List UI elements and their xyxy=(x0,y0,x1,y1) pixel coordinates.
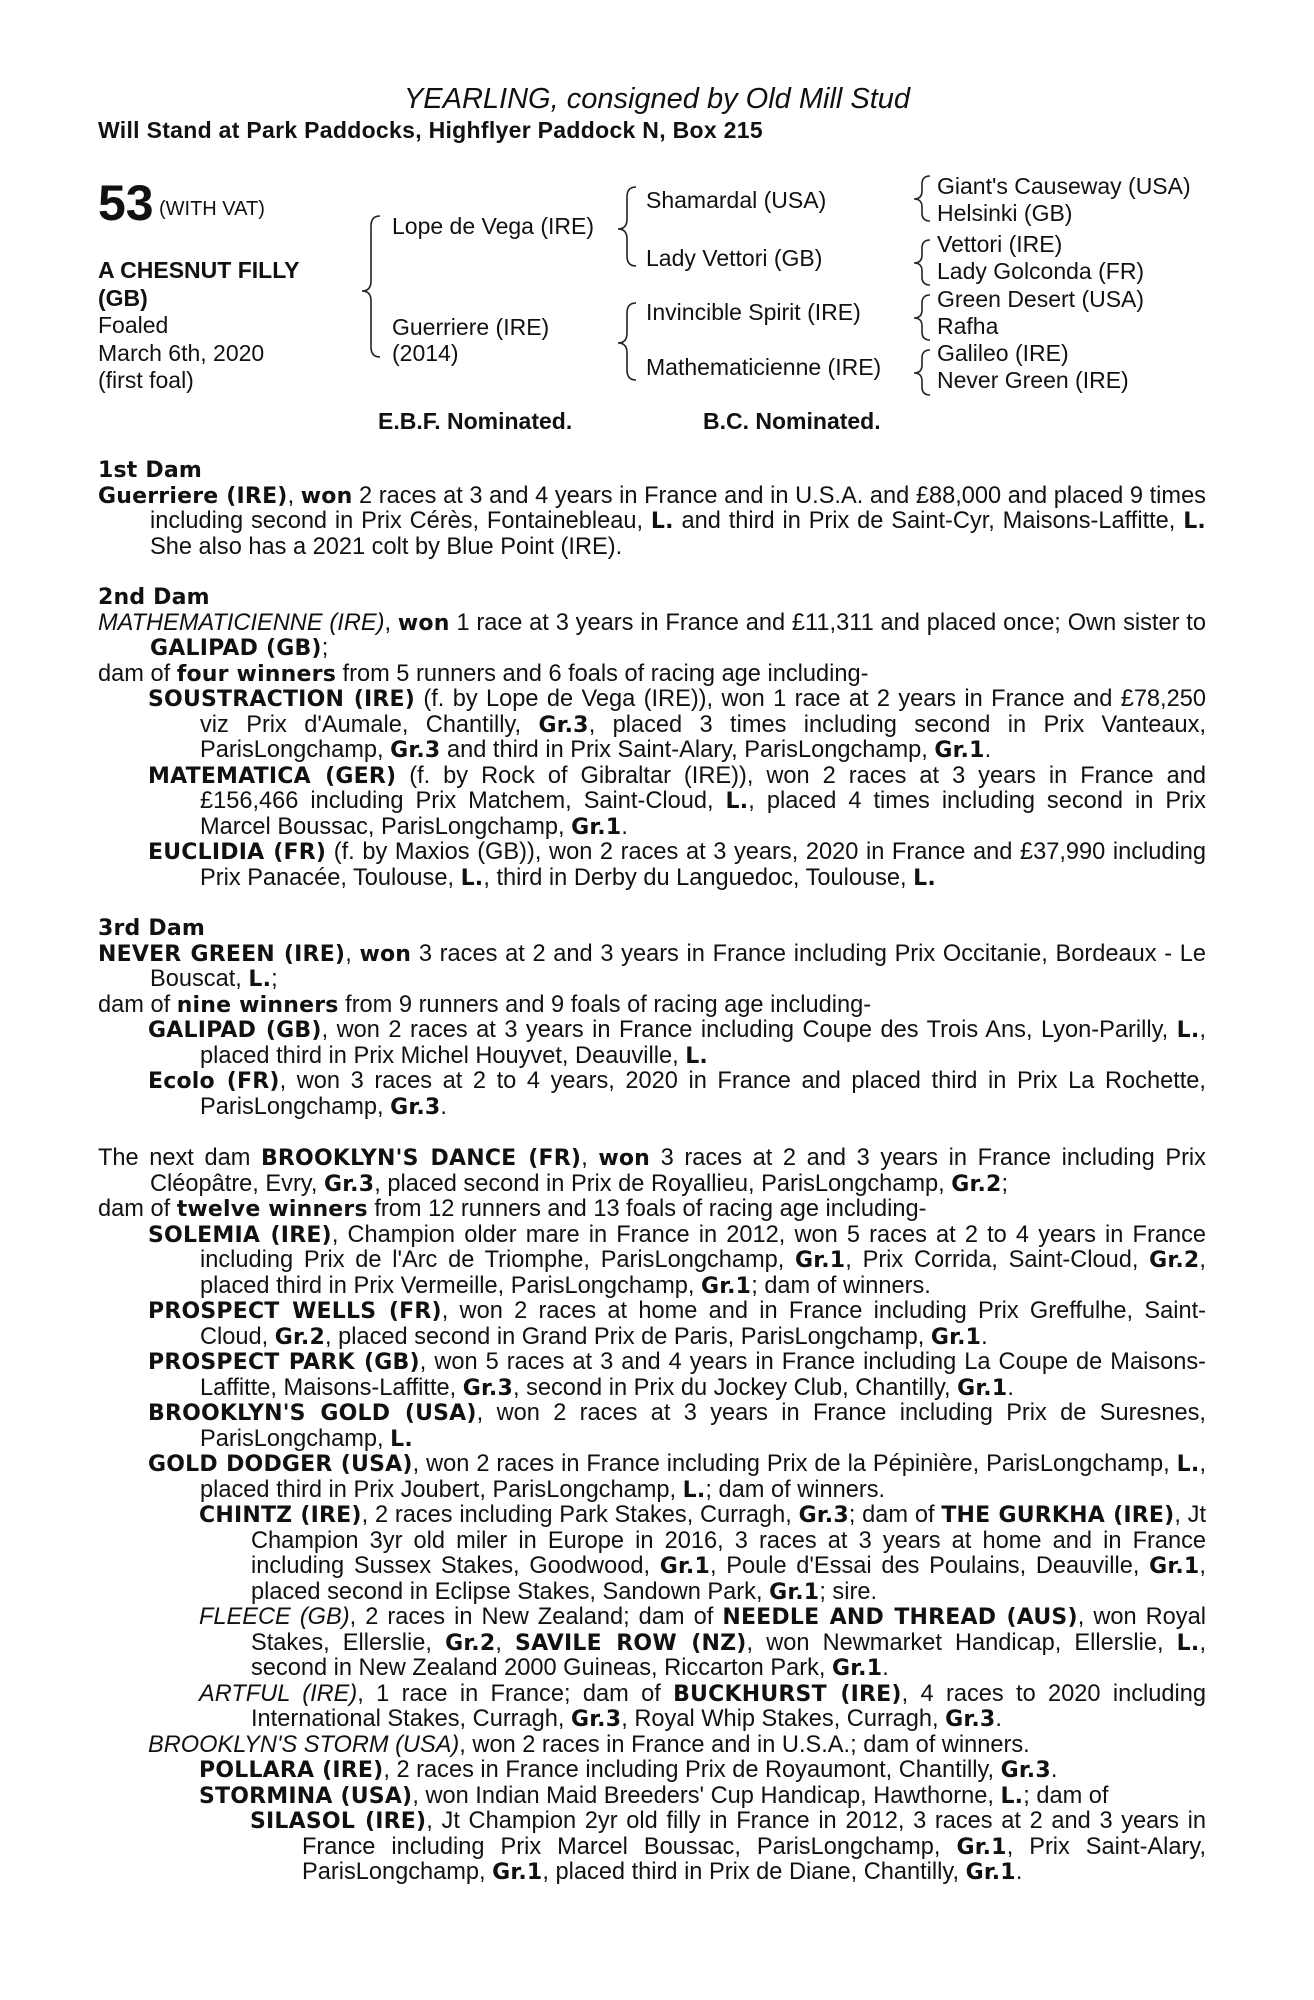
gg-7: Galileo (IRE) xyxy=(937,340,1069,366)
first-dam-paragraph: Guerriere (IRE), won 2 races at 3 and 4 years in France and in U.S.A. and £88,000 and placed 9 times including second in Prix Cérès, Fontainebleau, L. and third in Prix de Saint-Cyr, Maisons-Laffitte, L. She also has a 2021 colt by Blue Point (IRE). xyxy=(98,482,1206,560)
sire-dam: Lady Vettori (GB) xyxy=(646,245,823,271)
location-header: Will Stand at Park Paddocks, Highflyer Paddock N, Box 215 xyxy=(98,117,763,143)
produce-entry: GALIPAD (GB), won 2 races at 3 years in France including Coupe des Trois Ans, Lyon-Parilly, L., placed third in Prix Michel Houyvet, Deauville, L. xyxy=(148,1017,1206,1069)
produce-entry: ARTFUL (IRE), 1 race in France; dam of BUCKHURST (IRE), 4 races to 2020 including International Stakes, Curragh, Gr.3, Royal Whip Stakes, Curragh, Gr.3. xyxy=(199,1680,1206,1732)
third-dam-paragraph: NEVER GREEN (IRE), won 3 races at 2 and 3 years in France including Prix Occitanie, Bordeaux - Le Bouscat, L.; xyxy=(98,940,1207,992)
dam-dam: Mathematicienne (IRE) xyxy=(646,354,882,380)
horse-name: A CHESNUT FILLY xyxy=(98,257,300,283)
dam-year: (2014) xyxy=(392,340,459,366)
gg-4: Lady Golconda (FR) xyxy=(937,258,1145,284)
next-dam-paragraph: The next dam BROOKLYN'S DANCE (FR), won 3 races at 2 and 3 years in France including Prix Cléopâtre, Evry, Gr.3, placed second in Prix de Royallieu, ParisLongchamp, Gr.2; xyxy=(98,1145,1206,1197)
dam-name: Guerriere (IRE) xyxy=(392,314,550,340)
foal-note: (first foal) xyxy=(98,367,194,393)
produce-entry: FLEECE (GB), 2 races in New Zealand; dam of NEEDLE AND THREAD (AUS), won Royal Stakes, Ellerslie, Gr.2, SAVILE ROW (NZ), won Newmarket Handicap, Ellerslie, L., second in New Zealand 2000 Guineas, Riccarton Park, Gr.1. xyxy=(199,1604,1207,1681)
gg-2: Helsinki (GB) xyxy=(937,200,1073,226)
produce-entry: GOLD DODGER (USA), won 2 races in France including Prix de la Pépinière, ParisLongchamp, L., placed third in Prix Joubert, ParisLongchamp, L.; dam of winners. xyxy=(148,1451,1206,1503)
next-dam-produce-summary: dam of twelve winners from 12 runners and 13 foals of racing age including- xyxy=(98,1196,927,1222)
foaled-date: March 6th, 2020 xyxy=(98,339,265,366)
produce-entry: SILASOL (IRE), Jt Champion 2yr old filly in France in 2012, 3 races at 2 and 3 years in France including Prix Marcel Boussac, ParisLongchamp, Gr.1, Prix Saint-Alary, ParisLongchamp, Gr.1, placed third in Prix de Diane, Chantilly, Gr.1. xyxy=(250,1808,1206,1885)
second-dam-paragraph: MATHEMATICIENNE (IRE), won 1 race at 3 years in France and £11,311 and placed once; Own sister to GALIPAD (GB); xyxy=(98,609,1206,661)
gg-3: Vettori (IRE) xyxy=(937,231,1063,257)
sire-sire: Shamardal (USA) xyxy=(646,187,827,213)
sire-name: Lope de Vega (IRE) xyxy=(392,213,595,239)
second-dam-produce-summary: dam of four winners from 5 runners and 6 foals of racing age including- xyxy=(98,660,869,687)
produce-entry: Ecolo (FR), won 3 races at 2 to 4 years, 2020 in France and placed third in Prix La Rochette, ParisLongchamp, Gr.3. xyxy=(148,1068,1206,1120)
dam-sire: Invincible Spirit (IRE) xyxy=(646,299,861,325)
horse-origin: (GB) xyxy=(98,284,148,311)
produce-entry: MATEMATICA (GER) (f. by Rock of Gibraltar (IRE)), won 2 races at 3 years in France and £156,466 including Prix Matchem, Saint-Cloud, L., placed 4 times including second in Prix Marcel Boussac, ParisLongchamp, Gr.1. xyxy=(148,762,1206,840)
second-dam-heading: 2nd Dam xyxy=(98,585,210,610)
consignment-header: YEARLING, consigned by Old Mill Stud xyxy=(403,83,911,115)
first-dam-heading: 1st Dam xyxy=(98,458,203,483)
produce-entry: EUCLIDIA (FR) (f. by Maxios (GB)), won 2 races at 3 years, 2020 in France and £37,990 including Prix Panacée, Toulouse, L., third in Derby du Languedoc, Toulouse, L. xyxy=(148,839,1206,891)
produce-entry: SOUSTRACTION (IRE) (f. by Lope de Vega (IRE)), won 1 race at 2 years in France and £78,250 viz Prix d'Aumale, Chantilly, Gr.3, placed 3 times including second in Prix Vanteaux, ParisLongchamp, Gr.3 and third in Prix Saint-Alary, ParisLongchamp, Gr.1. xyxy=(148,686,1206,763)
gg-8: Never Green (IRE) xyxy=(937,367,1129,393)
third-dam-heading: 3rd Dam xyxy=(98,916,205,941)
produce-entry: CHINTZ (IRE), 2 races including Park Stakes, Curragh, Gr.3; dam of THE GURKHA (IRE), Jt Champion 3yr old miler in Europe in 2016, 3 races at 3 years at home and in France including Sussex Stakes, Goodwood, Gr.1, Poule d'Essai des Poulains, Deauville, Gr.1, placed second in Eclipse Stakes, Sandown Park, Gr.1; sire. xyxy=(199,1502,1207,1605)
produce-entry: PROSPECT WELLS (FR), won 2 races at home and in France including Prix Greffulhe, Saint-Cloud, Gr.2, placed second in Grand Prix de Paris, ParisLongchamp, Gr.1. xyxy=(148,1298,1206,1350)
produce-entry: BROOKLYN'S STORM (USA), won 2 races in France and in U.S.A.; dam of winners. xyxy=(148,1731,1030,1758)
produce-entry: STORMINA (USA), won Indian Maid Breeders' Cup Handicap, Hawthorne, L.; dam of xyxy=(199,1782,1109,1809)
produce-record xyxy=(98,458,1206,1886)
gg-5: Green Desert (USA) xyxy=(937,286,1145,312)
gg-6: Rafha xyxy=(937,313,999,339)
foaled-label: Foaled xyxy=(98,312,169,338)
produce-entry: PROSPECT PARK (GB), won 5 races at 3 and 4 years in France including La Coupe de Maisons-Laffitte, Maisons-Laffitte, Gr.3, second in Prix du Jockey Club, Chantilly, Gr.1. xyxy=(148,1349,1207,1401)
vat-note: (WITH VAT) xyxy=(159,198,265,220)
produce-entry: SOLEMIA (IRE), Champion older mare in France in 2012, won 5 races at 2 to 4 years in France including Prix de l'Arc de Triomphe, ParisLongchamp, Gr.1, Prix Corrida, Saint-Cloud, Gr.2, placed third in Prix Vermeille, ParisLongchamp, Gr.1; dam of winners. xyxy=(148,1221,1206,1299)
ebf-nomination: E.B.F. Nominated. xyxy=(378,408,573,434)
gg-1: Giant's Causeway (USA) xyxy=(937,173,1191,199)
third-dam-produce-summary: dam of nine winners from 9 runners and 9 foals of racing age including- xyxy=(98,991,872,1018)
produce-entry: POLLARA (IRE), 2 races in France including Prix de Royaumont, Chantilly, Gr.3. xyxy=(199,1757,1058,1783)
produce-entry: BROOKLYN'S GOLD (USA), won 2 races at 3 years in France including Prix de Suresnes, ParisLongchamp, L. xyxy=(148,1400,1206,1452)
bc-nomination: B.C. Nominated. xyxy=(703,408,881,434)
lot-number: 53 xyxy=(98,175,154,231)
